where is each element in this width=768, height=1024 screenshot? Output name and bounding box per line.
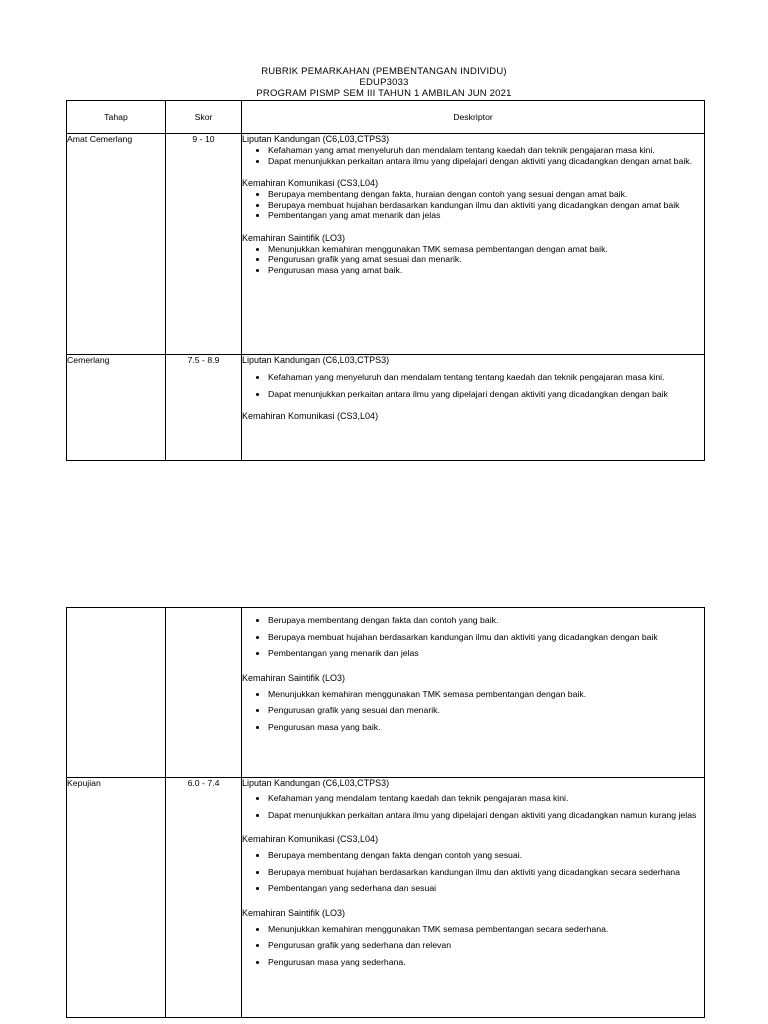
descriptor-section bbox=[242, 615, 704, 659]
rubric-table-page2 bbox=[66, 607, 705, 1018]
descriptor-cell bbox=[242, 778, 705, 1018]
skor-cell: 6.0 - 7.4 bbox=[166, 778, 242, 1018]
descriptor-list bbox=[242, 615, 704, 659]
list-item: • Dapat menunjukkan perkaitan antara ilmu yang dipelajari dengan aktiviti yang dicadangkan dengan baik bbox=[268, 389, 704, 400]
list-item: • Pengurusan grafik yang sesuai dan menarik. bbox=[268, 705, 704, 716]
descriptor-list bbox=[242, 372, 704, 399]
descriptor-list bbox=[242, 793, 704, 820]
descriptor-section bbox=[242, 834, 704, 894]
list-item: • Pengurusan grafik yang sederhana dan relevan bbox=[268, 940, 704, 951]
descriptor-section bbox=[242, 178, 704, 221]
descriptor-section bbox=[242, 673, 704, 733]
descriptor-list bbox=[242, 244, 704, 276]
section-title: Liputan Kandungan (C6,L03,CTPS3) bbox=[242, 778, 390, 788]
section-title: Kemahiran Komunikasi (CS3,L04) bbox=[242, 411, 379, 421]
skor-cell bbox=[166, 608, 242, 778]
table-header-row bbox=[67, 101, 705, 134]
section-title: Kemahiran Saintifik (LO3) bbox=[242, 672, 346, 683]
descriptor-section bbox=[242, 411, 704, 422]
descriptor-cell bbox=[242, 608, 705, 778]
header-skor: Skor bbox=[166, 101, 242, 134]
descriptor-section bbox=[242, 233, 704, 276]
tahap-cell: Cemerlang bbox=[67, 355, 166, 461]
list-item: • Berupaya membuat hujahan berdasarkan kandungan ilmu dan aktiviti yang dicadangkan secara sederhana bbox=[268, 867, 704, 878]
descriptor-list bbox=[242, 189, 704, 221]
descriptor-section bbox=[242, 134, 704, 166]
section-title: Liputan Kandungan (C6,L03,CTPS3) bbox=[242, 134, 390, 144]
list-item: • Dapat menunjukkan perkaitan antara ilmu yang dipelajari dengan aktiviti yang dicadangkan namun kurang jelas bbox=[268, 810, 704, 821]
section-title: Kemahiran Saintifik (LO3) bbox=[242, 907, 346, 918]
section-title: Liputan Kandungan (C6,L03,CTPS3) bbox=[242, 355, 390, 365]
descriptor-list bbox=[242, 145, 704, 166]
rubric-table-page1 bbox=[66, 100, 705, 461]
descriptor-list bbox=[242, 689, 704, 733]
skor-cell: 9 - 10 bbox=[166, 134, 242, 355]
list-item: • Pengurusan masa yang sederhana. bbox=[268, 957, 704, 968]
descriptor-cell bbox=[242, 134, 705, 355]
list-item: • Berupaya membuat hujahan berdasarkan kandungan ilmu dan aktiviti yang dicadangkan dengan amat baik bbox=[268, 200, 704, 211]
tahap-cell: Kepujian bbox=[67, 778, 166, 1018]
list-item: • Menunjukkan kemahiran menggunakan TMK semasa pembentangan dengan baik. bbox=[268, 689, 704, 700]
descriptor-section bbox=[242, 908, 704, 968]
section-title: Kemahiran Komunikasi (CS3,L04) bbox=[242, 834, 379, 844]
list-item: • Pengurusan masa yang amat baik. bbox=[268, 265, 704, 276]
list-item: • Pengurusan grafik yang amat sesuai dan menarik. bbox=[268, 254, 704, 265]
list-item: • Kefahaman yang menyeluruh dan mendalam tentang tentang kaedah dan teknik pengajaran masa kini. bbox=[268, 372, 704, 383]
descriptor-cell bbox=[242, 355, 705, 461]
list-item: • Berupaya membentang dengan fakta dengan contoh yang sesuai. bbox=[268, 850, 704, 861]
tahap-cell: Amat Cemerlang bbox=[67, 134, 166, 355]
descriptor-section bbox=[242, 355, 704, 399]
skor-cell: 7.5 - 8.9 bbox=[166, 355, 242, 461]
list-item: • Menunjukkan kemahiran menggunakan TMK semasa pembentangan secara sederhana. bbox=[268, 924, 704, 935]
rubric-title: RUBRIK PEMARKAHAN (PEMBENTANGAN INDIVIDU) bbox=[261, 66, 507, 77]
list-item: • Pembentangan yang sederhana dan sesuai bbox=[268, 883, 704, 894]
course-code: EDUP3033 bbox=[359, 77, 409, 88]
list-item: • Pembentangan yang amat menarik dan jelas bbox=[268, 210, 704, 221]
list-item: • Kefahaman yang amat menyeluruh dan mendalam tentang kaedah dan teknik pengajaran masa kini. bbox=[268, 145, 704, 156]
header-deskriptor: Deskriptor bbox=[242, 101, 705, 134]
descriptor-section bbox=[242, 778, 704, 820]
document-header bbox=[0, 66, 768, 99]
list-item: • Berupaya membuat hujahan berdasarkan kandungan ilmu dan aktiviti yang dicadangkan dengan baik bbox=[268, 632, 704, 643]
list-item: • Menunjukkan kemahiran menggunakan TMK semasa pembentangan dengan amat baik. bbox=[268, 244, 704, 255]
table-row bbox=[67, 608, 705, 778]
table-row bbox=[67, 134, 705, 355]
table-row bbox=[67, 778, 705, 1018]
list-item: • Dapat menunjukkan perkaitan antara ilmu yang dipelajari dengan aktiviti yang dicadangkan dengan amat baik. bbox=[268, 156, 704, 167]
program-line: PROGRAM PISMP SEM III TAHUN 1 AMBILAN JUN 2021 bbox=[256, 88, 512, 99]
header-tahap: Tahap bbox=[67, 101, 166, 134]
table-row bbox=[67, 355, 705, 461]
descriptor-list bbox=[242, 924, 704, 968]
section-title: Kemahiran Komunikasi (CS3,L04) bbox=[242, 178, 379, 188]
tahap-cell bbox=[67, 608, 166, 778]
list-item: • Berupaya membentang dengan fakta, huraian dengan contoh yang sesuai dengan amat baik. bbox=[268, 189, 704, 200]
list-item: • Pembentangan yang menarik dan jelas bbox=[268, 648, 704, 659]
section-title: Kemahiran Saintifik (LO3) bbox=[242, 232, 346, 243]
list-item: • Pengurusan masa yang baik. bbox=[268, 722, 704, 733]
descriptor-list bbox=[242, 850, 704, 894]
list-item: • Kefahaman yang mendalam tentang kaedah dan teknik pengajaran masa kini. bbox=[268, 793, 704, 804]
list-item: • Berupaya membentang dengan fakta dan contoh yang baik. bbox=[268, 615, 704, 626]
